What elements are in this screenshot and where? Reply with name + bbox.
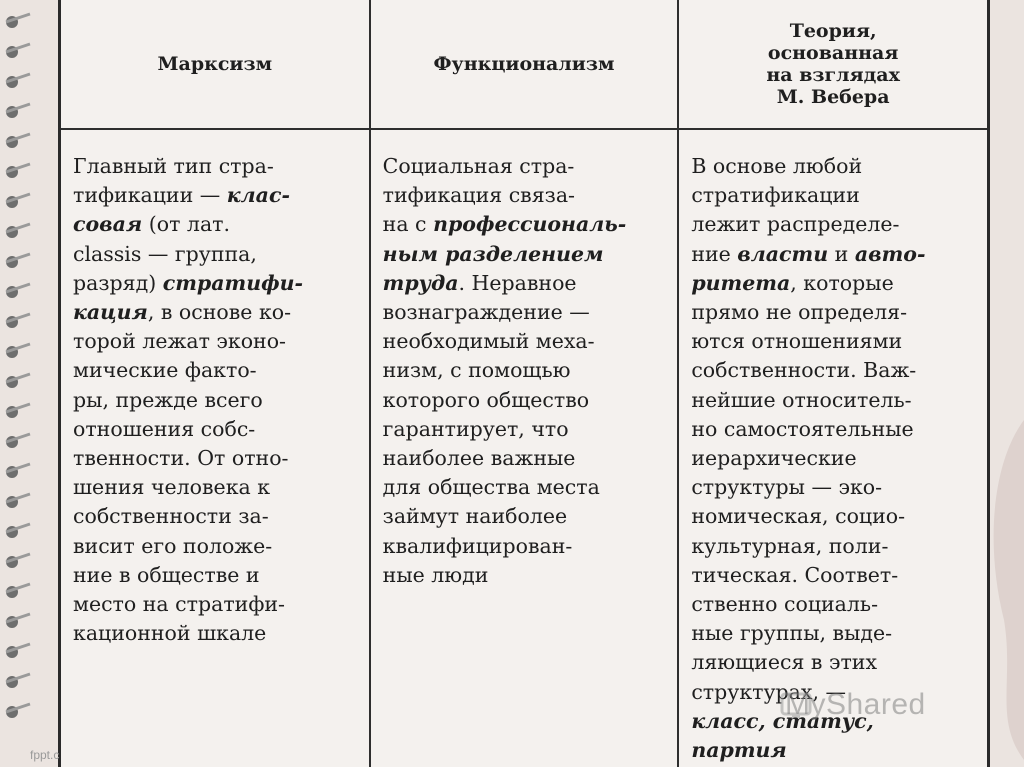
emphasis-text: стратифи- кация — [73, 270, 304, 325]
cell-functionalism — [370, 129, 679, 767]
emphasis-text: профессиональ- ным разделением труда — [382, 212, 627, 295]
cell-weber — [678, 129, 987, 767]
cell-weber-text — [691, 152, 979, 765]
plain-text: (от лат. classis — группа, разряд) — [73, 212, 257, 295]
cell-marxism-text — [73, 152, 361, 648]
plain-text: и — [828, 241, 855, 266]
plain-text: Главный тип стра- тификации — — [73, 154, 274, 208]
watermark-text: MyShared — [785, 688, 926, 721]
body-row — [61, 129, 987, 767]
emphasis-text: авто- ритета — [691, 241, 926, 295]
plain-text: Социальная стра- тификация связа- на с — [382, 154, 575, 237]
table-sheet — [58, 0, 990, 767]
emphasis-text: класс, статус, партия — [691, 708, 874, 763]
emphasis-text: клас- совая — [73, 183, 290, 237]
header-marxism: Марксизм — [61, 0, 370, 129]
plain-text: . Неравное вознаграждение — необходимый меха- низм, с помощью которого общество гарантирует, что наиболее важные для общества места займут наиболее квалифицирован- ные люди — [382, 270, 600, 587]
header-weber-theory: Теория, основанная на взглядах М. Вебера — [678, 0, 987, 129]
plain-text: В основе любой стратификации лежит распределе- ние — [691, 154, 900, 266]
header-row — [61, 0, 987, 129]
comparison-table — [61, 0, 987, 767]
plain-text: , которые прямо не определя- ются отношениями собственности. Важ- нейшие относитель- но самостоятельные иерархические структуры — эко- номическая, социо- культурная, поли- тическая. Соответ- ственно социаль- ные группы, выде- ляющиеся в этих структурах, — — [691, 270, 917, 704]
cell-marxism — [61, 129, 370, 767]
header-functionalism: Функционализм — [370, 0, 679, 129]
plain-text: , в основе ко- торой лежат эконо- мические факто- ры, прежде всего отношения собс- твенности. От отно- шения человека к собственности за- висит его положе- ние в обществе и место на стратифи- кационной шкале — [73, 300, 292, 646]
footer-source: fppt.c — [30, 748, 60, 762]
cell-functionalism-text — [383, 152, 670, 590]
spiral-binding — [0, 0, 40, 767]
emphasis-text: власти — [737, 241, 829, 266]
